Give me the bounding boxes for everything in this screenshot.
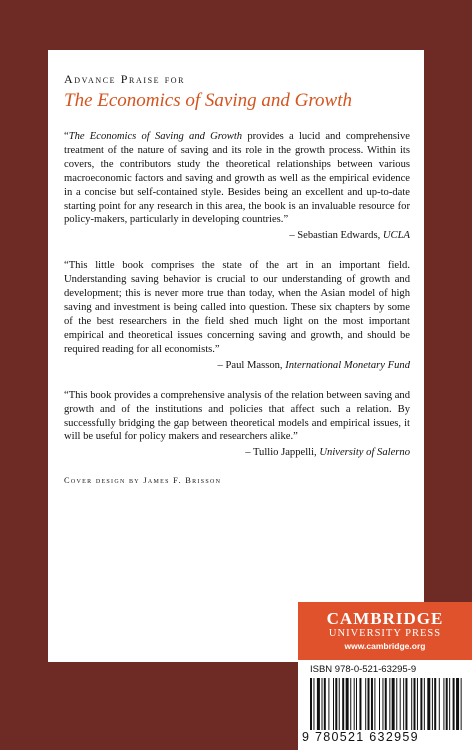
quote-1-attribution [64, 229, 410, 243]
quote-1-author: – Sebastian Edwards, [289, 230, 381, 242]
praise-content [64, 72, 410, 485]
publisher-block [298, 602, 472, 750]
publisher-name: CAMBRIDGE [326, 609, 444, 628]
barcode-bar [359, 678, 361, 730]
quote-3: “This book provides a comprehensive analysis of the relation between saving and growth and of the institutions and policies that affect such a relation. By successfully bridging the gap between theoretical models and empirical issues, it will be useful for policy makers and researchers alike.” [64, 389, 410, 443]
barcode-bar [371, 678, 373, 730]
barcode-bar [424, 678, 425, 730]
barcode-bar [313, 678, 314, 730]
barcode-bar [392, 678, 395, 730]
barcode-bar [339, 678, 340, 730]
publisher-url: www.cambridge.org [344, 641, 426, 651]
barcode-bar [389, 678, 390, 730]
barcode-bar [379, 678, 380, 730]
barcode-bar [385, 678, 387, 730]
quote-3-affiliation: University of Salerno [319, 447, 410, 459]
barcode-bar [310, 678, 312, 730]
barcode-bar [350, 678, 351, 730]
quote-1-title: The Economics of Saving and Growth [68, 131, 243, 142]
barcode-bar [328, 678, 329, 730]
barcode-bar [382, 678, 383, 730]
barcode-bar [411, 678, 412, 730]
barcode-icon [310, 678, 464, 730]
barcode-bar [333, 678, 334, 730]
barcode-bar [374, 678, 375, 730]
barcode-digits: 9 780521 632959 [302, 730, 419, 744]
barcode-bar [356, 678, 357, 730]
barcode-bar [427, 678, 430, 730]
barcode-bar [400, 678, 401, 730]
quote-2: “This little book comprises the state of the art in an important field. Understanding saving behavior is crucial to our understanding of growth and development; this is never more true than today, when the Asian model of high saving and investment is being called into question. These six chapters by some of the best researchers in the field shed much light on the most important empirical and theoretical issues concerning saving and growth, and should be required reading for all economists.” [64, 260, 410, 355]
barcode-bar [346, 678, 349, 730]
barcode-bar [461, 678, 462, 730]
cover-credit: Cover design by James F. Brisson [64, 476, 222, 486]
quote-2-author: – Paul Masson, [217, 359, 283, 371]
barcode-bar [443, 678, 444, 730]
publisher-subtitle: UNIVERSITY PRESS [328, 628, 442, 639]
barcode-bar [420, 678, 422, 730]
publisher-logo [298, 602, 472, 660]
barcode-bar [456, 678, 459, 730]
book-title: The Economics of Saving and Growth [64, 90, 352, 111]
barcode-bar [365, 678, 366, 730]
quote-1-affiliation: UCLA [382, 230, 410, 242]
quote-2-attribution [64, 359, 410, 373]
barcode-bar [342, 678, 344, 730]
barcode-bar [453, 678, 455, 730]
praise-panel [48, 50, 424, 662]
quote-1-rest: provides a lucid and comprehensive treatment of the nature of saving and its role in the growth process. Within its covers, the contributors study the theoretical relationships between various macroeconomic factors and saving and growth as well as the empirical evidence in a concise but self-contained style. Besides being an excellent and up-to-date starting point for any research in this area, the book is an invaluable resource for policy-makers, particularly in developing countries.” [64, 131, 410, 226]
barcode-bar [417, 678, 418, 730]
barcode-bar [414, 678, 416, 730]
barcode-bar [324, 678, 326, 730]
barcode-bar [335, 678, 337, 730]
barcode-bar [368, 678, 370, 730]
quote-2-affiliation: International Monetary Fund [285, 359, 410, 371]
barcode-bar [405, 678, 407, 730]
barcode-bar [354, 678, 355, 730]
barcode-bar [432, 678, 433, 730]
barcode-bar [434, 678, 436, 730]
barcode-bar [396, 678, 397, 730]
praise-label: Advance Praise for [64, 72, 186, 86]
quote-3-attribution [64, 446, 410, 460]
barcode-bar [317, 678, 320, 730]
quote-1: “The Economics of Saving and Growth provides a lucid and comprehensive treatment of the nature of saving and its role in the growth process. Within its covers, the contributors study the theoretical relationships between various macroeconomic factors and saving and growth as well as the empirical evidence in a concise but self-contained style. Besides being an excellent and up-to-date starting point for any research in this area, the book is an invaluable resource for policy-makers, particularly in developing countries.” [64, 131, 410, 226]
barcode-bar [439, 678, 440, 730]
barcode-bar [446, 678, 448, 730]
barcode-bar [449, 678, 450, 730]
isbn-text: ISBN 978-0-521-63295-9 [310, 664, 417, 675]
barcode-bar [322, 678, 323, 730]
quote-3-author: – Tullio Jappelli, [245, 447, 317, 459]
barcode-bar [403, 678, 404, 730]
